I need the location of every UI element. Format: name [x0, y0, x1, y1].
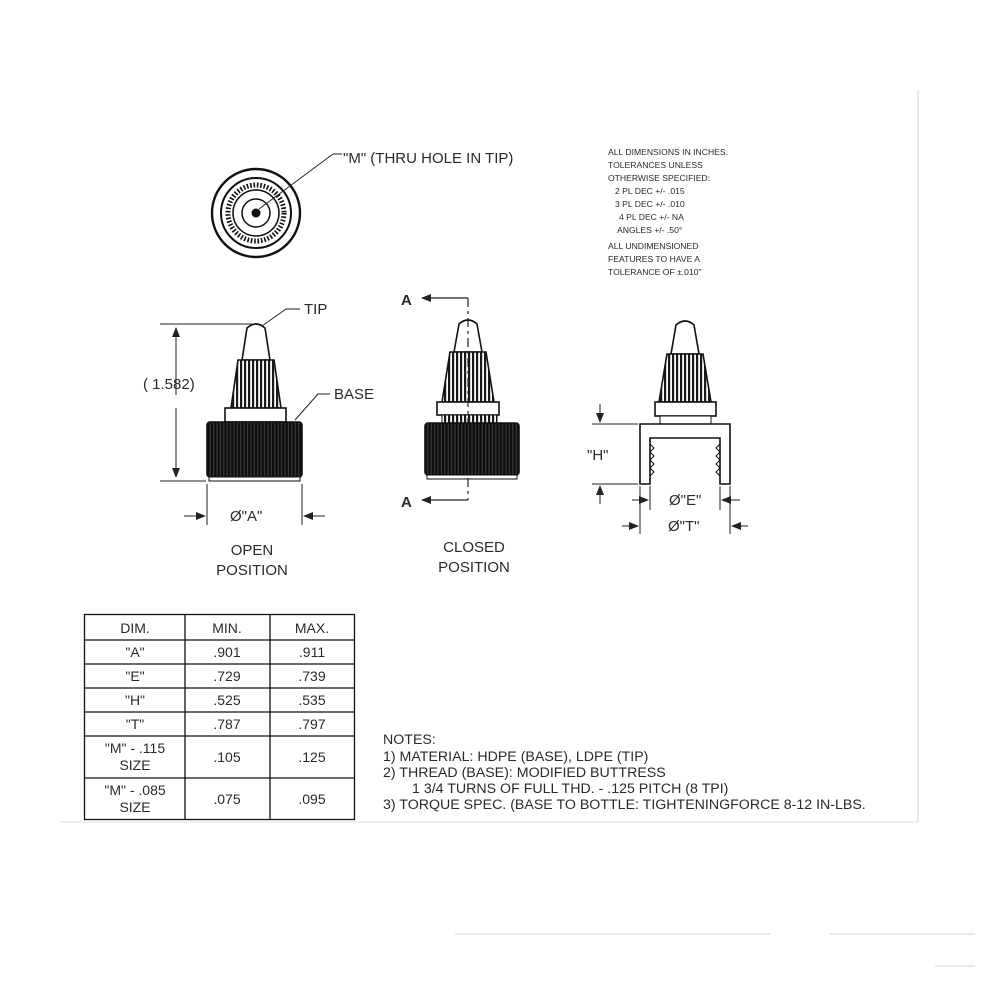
table-cell-max: .911	[298, 644, 326, 660]
tolerance-block	[608, 147, 728, 277]
note-line: 3) TORQUE SPEC. (BASE TO BOTTLE: TIGHTENINGFORCE 8-12 IN-LBS.	[383, 797, 866, 813]
tolerance-line: ANGLES +/- .50°	[617, 225, 683, 235]
note-line: 2) THREAD (BASE): MODIFIED BUTTRESS	[383, 765, 666, 781]
section-marker-bottom: A	[401, 494, 412, 511]
table-header: DIM.	[120, 620, 150, 636]
m-hole-callout: "M" (THRU HOLE IN TIP)	[343, 150, 514, 167]
table-cell-max: .125	[298, 749, 326, 765]
table-cell-min: .105	[213, 749, 241, 765]
height-dimension: ( 1.582)	[143, 376, 195, 393]
tolerance-line: ALL UNDIMENSIONED	[608, 241, 699, 251]
open-position-view	[160, 309, 330, 525]
closed-position-view	[422, 298, 519, 500]
table-cell-max: .739	[298, 668, 326, 684]
section-marker-top: A	[401, 292, 412, 309]
table-cell-dim: "H"	[124, 692, 146, 708]
table-cell-dim: SIZE	[119, 799, 151, 815]
table-cell-max: .095	[298, 791, 326, 807]
note-line: 1) MATERIAL: HDPE (BASE), LDPE (TIP)	[383, 749, 649, 765]
tolerance-line: 4 PL DEC +/- NA	[619, 212, 684, 222]
tolerance-line: 2 PL DEC +/- .015	[615, 186, 685, 196]
table-cell-max: .797	[298, 716, 326, 732]
tolerance-line: TOLERANCE OF ±.010"	[608, 267, 702, 277]
table-cell-dim: SIZE	[119, 757, 151, 773]
dimension-table	[84, 614, 355, 820]
table-cell-dim: "A"	[125, 644, 145, 660]
table-cell-dim: "E"	[125, 668, 145, 684]
thru-hole-icon	[252, 209, 261, 218]
closed-view-label-line2: POSITION	[438, 559, 510, 576]
table-cell-min: .787	[213, 716, 241, 732]
dim-h-label: "H"	[587, 447, 609, 464]
tolerance-line: 3 PL DEC +/- .010	[615, 199, 685, 209]
open-view-label-line1: OPEN	[230, 542, 274, 559]
top-view	[212, 154, 342, 257]
tolerance-line: TOLERANCES UNLESS	[608, 160, 703, 170]
table-cell-min: .075	[213, 791, 241, 807]
dia-a-dimension: Ø"A"	[230, 508, 263, 525]
table-cell-dim: "M" - .115	[104, 740, 166, 756]
tolerance-line: OTHERWISE SPECIFIED:	[608, 173, 711, 183]
open-view-label-line2: POSITION	[216, 562, 288, 579]
closed-view-label-line1: CLOSED	[443, 539, 505, 556]
notes-block	[383, 732, 866, 813]
base-callout: BASE	[334, 386, 375, 403]
table-cell-dim: "M" - .085	[104, 782, 166, 798]
note-line: 1 3/4 TURNS OF FULL THD. - .125 PITCH (8 TPI)	[412, 781, 729, 797]
table-cell-dim: "T"	[125, 716, 145, 732]
table-header: MIN.	[212, 620, 242, 636]
table-cell-min: .729	[213, 668, 241, 684]
dia-e-dimension: Ø"E"	[669, 492, 702, 509]
tolerance-line: FEATURES TO HAVE A	[608, 254, 701, 264]
tip-callout: TIP	[304, 301, 328, 318]
dia-t-dimension: Ø"T"	[668, 518, 700, 535]
table-header: MAX.	[294, 620, 330, 636]
notes-title: NOTES:	[383, 732, 436, 748]
table-cell-min: .525	[213, 692, 241, 708]
table-cell-max: .535	[298, 692, 326, 708]
table-cell-min: .901	[213, 644, 241, 660]
tolerance-line: ALL DIMENSIONS IN INCHES.	[608, 147, 729, 157]
